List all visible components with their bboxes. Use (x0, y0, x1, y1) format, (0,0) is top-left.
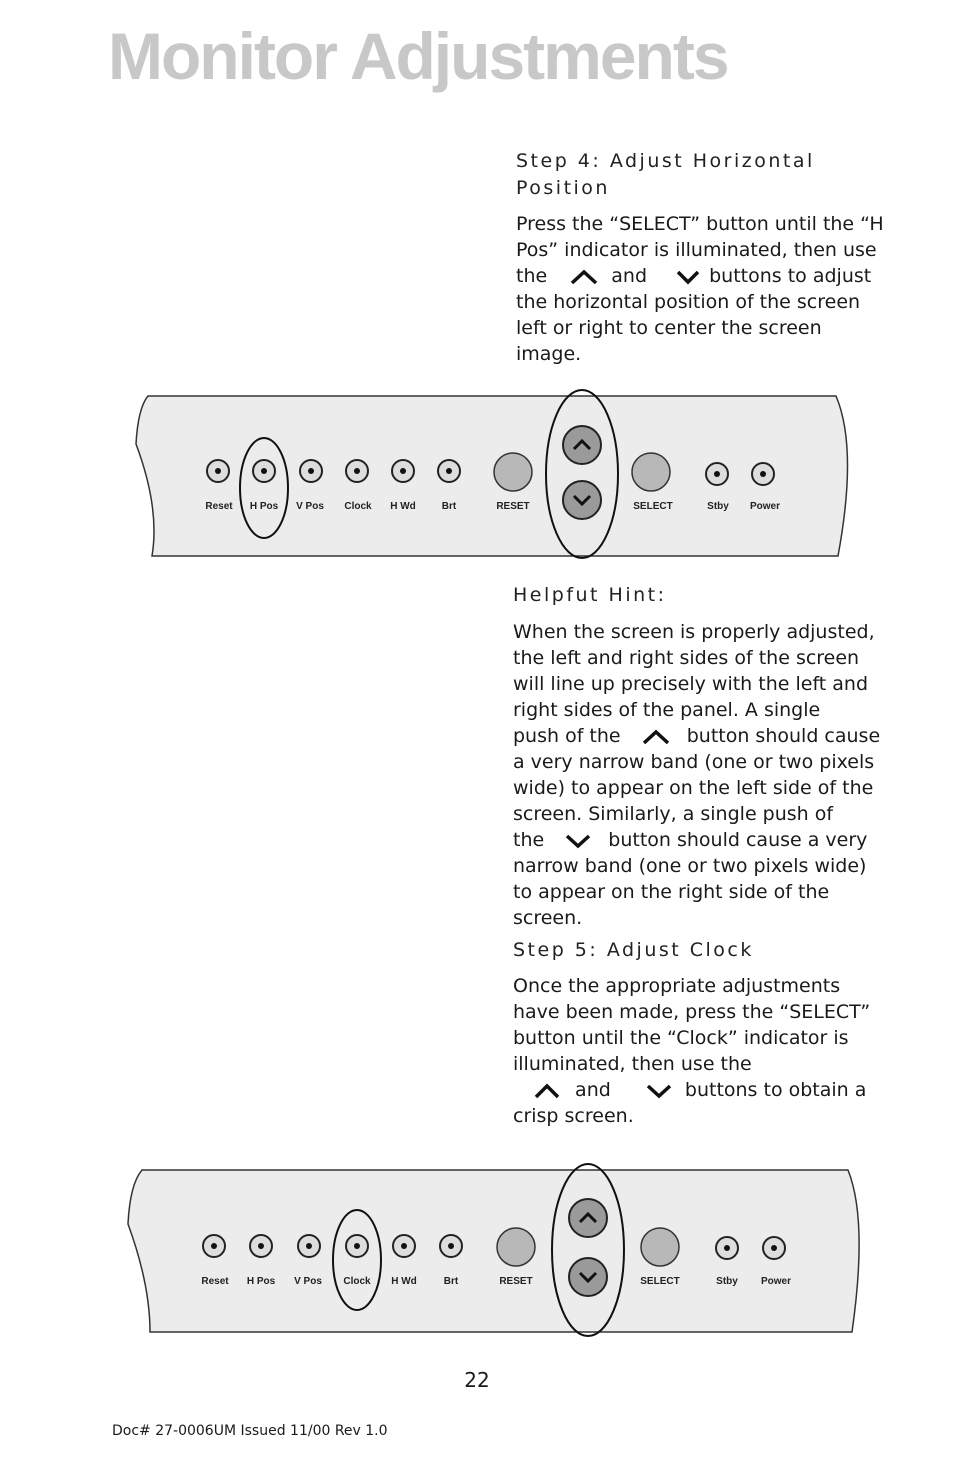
led-hpos (253, 460, 275, 482)
step4-line-text: and (611, 265, 648, 287)
down-button (569, 1258, 607, 1296)
label-hpos: H Pos (249, 501, 279, 512)
label-stby: Stby (716, 1276, 738, 1287)
led-stby (706, 463, 728, 485)
page-title: Monitor Adjustments (108, 19, 728, 93)
step4-line: Press the “SELECT” button until the “H (516, 213, 884, 235)
label-select: SELECT (640, 1276, 680, 1287)
hint-line: screen. Similarly, a single push of (513, 803, 834, 825)
step4-line-text: the (516, 265, 548, 287)
monitor-control-panel-clock (0, 1160, 954, 1340)
led-brt (440, 1235, 462, 1257)
step4-line-text: buttons to adjust (709, 265, 872, 287)
led-hwd (393, 1235, 415, 1257)
hint-heading: Helpfut Hint: (513, 584, 667, 606)
doc-footer: Doc# 27-0006UM Issued 11/00 Rev 1.0 (112, 1423, 388, 1439)
led-hwd (392, 460, 414, 482)
hint-line-text: button should cause (686, 725, 881, 747)
hint-line: will line up precisely with the left and (513, 673, 869, 695)
label-hwd: H Wd (391, 1276, 417, 1287)
hint-line: to appear on the right side of the (513, 881, 830, 903)
down-arrow-icon (564, 832, 592, 850)
step5-line: have been made, press the “SELECT” (513, 1001, 871, 1023)
led-vpos (298, 1235, 320, 1257)
hint-line (513, 827, 913, 853)
monitor-control-panel-hpos (0, 388, 954, 564)
up-arrow-icon (569, 268, 599, 286)
step5-line-text: buttons to obtain a (684, 1079, 867, 1101)
label-reset: Reset (201, 1276, 229, 1287)
led-clock (346, 1235, 368, 1257)
reset-button (494, 453, 532, 491)
step5-line: crisp screen. (513, 1105, 634, 1127)
page-number: 22 (464, 1368, 490, 1392)
step5-heading: Step 5: Adjust Clock (513, 939, 754, 961)
down-arrow-icon (675, 268, 701, 286)
label-reset: Reset (205, 501, 233, 512)
reset-button (497, 1228, 535, 1266)
hint-line: wide) to appear on the left side of the (513, 777, 874, 799)
step5-line: button until the “Clock” indicator is (513, 1027, 849, 1049)
label-stby: Stby (707, 501, 729, 512)
hint-line: screen. (513, 907, 583, 929)
up-arrow-icon (641, 728, 671, 746)
hint-line-text: button should cause a very (608, 829, 868, 851)
label-brt: Brt (443, 1276, 459, 1287)
hint-line-text: the (513, 829, 545, 851)
label-reset-button: RESET (499, 1276, 533, 1287)
led-reset (207, 460, 229, 482)
step5-line: illuminated, then use the (513, 1053, 752, 1075)
hint-line: the left and right sides of the screen (513, 647, 860, 669)
hint-line-text: push of the (513, 725, 621, 747)
step4-paragraph (516, 211, 906, 367)
step4-line: the horizontal position of the screen (516, 291, 861, 313)
led-brt (438, 460, 460, 482)
led-power (752, 463, 774, 485)
label-brt: Brt (441, 501, 457, 512)
select-button (641, 1228, 679, 1266)
step4-heading-line1: Step 4: Adjust Horizontal (516, 150, 815, 172)
panel-body (136, 396, 848, 556)
select-button (632, 453, 670, 491)
label-hpos: H Pos (246, 1276, 276, 1287)
led-reset (203, 1235, 225, 1257)
label-power: Power (760, 1276, 792, 1287)
hint-line: narrow band (one or two pixels wide) (513, 855, 867, 877)
label-hwd: H Wd (390, 501, 416, 512)
led-clock (346, 460, 368, 482)
label-clock: Clock (344, 501, 372, 512)
led-power (763, 1237, 785, 1259)
up-button (569, 1199, 607, 1237)
led-stby (716, 1237, 738, 1259)
hint-line: right sides of the panel. A single (513, 699, 821, 721)
label-power: Power (749, 501, 781, 512)
step4-line: left or right to center the screen (516, 317, 822, 339)
up-button (563, 426, 601, 464)
step4-line: Pos” indicator is illuminated, then use (516, 239, 877, 261)
step4-heading-line2: Position (516, 177, 610, 199)
led-vpos (300, 460, 322, 482)
hint-paragraph (513, 619, 913, 931)
step5-line (513, 1077, 913, 1103)
down-button (563, 481, 601, 519)
hint-line (513, 723, 913, 749)
label-vpos: V Pos (296, 501, 324, 512)
label-select: SELECT (633, 501, 673, 512)
step5-line-text: and (575, 1079, 611, 1101)
panel-body (128, 1170, 859, 1332)
up-arrow-icon (533, 1082, 561, 1100)
step5-line: Once the appropriate adjustments (513, 975, 841, 997)
step4-line (516, 263, 906, 289)
step4-line: image. (516, 343, 582, 365)
hint-line: When the screen is properly adjusted, (513, 621, 875, 643)
label-vpos: V Pos (294, 1276, 322, 1287)
down-arrow-icon (645, 1082, 673, 1100)
led-hpos (250, 1235, 272, 1257)
label-reset-button: RESET (496, 501, 530, 512)
hint-line: a very narrow band (one or two pixels (513, 751, 875, 773)
label-clock: Clock (343, 1276, 371, 1287)
step5-paragraph (513, 973, 913, 1129)
